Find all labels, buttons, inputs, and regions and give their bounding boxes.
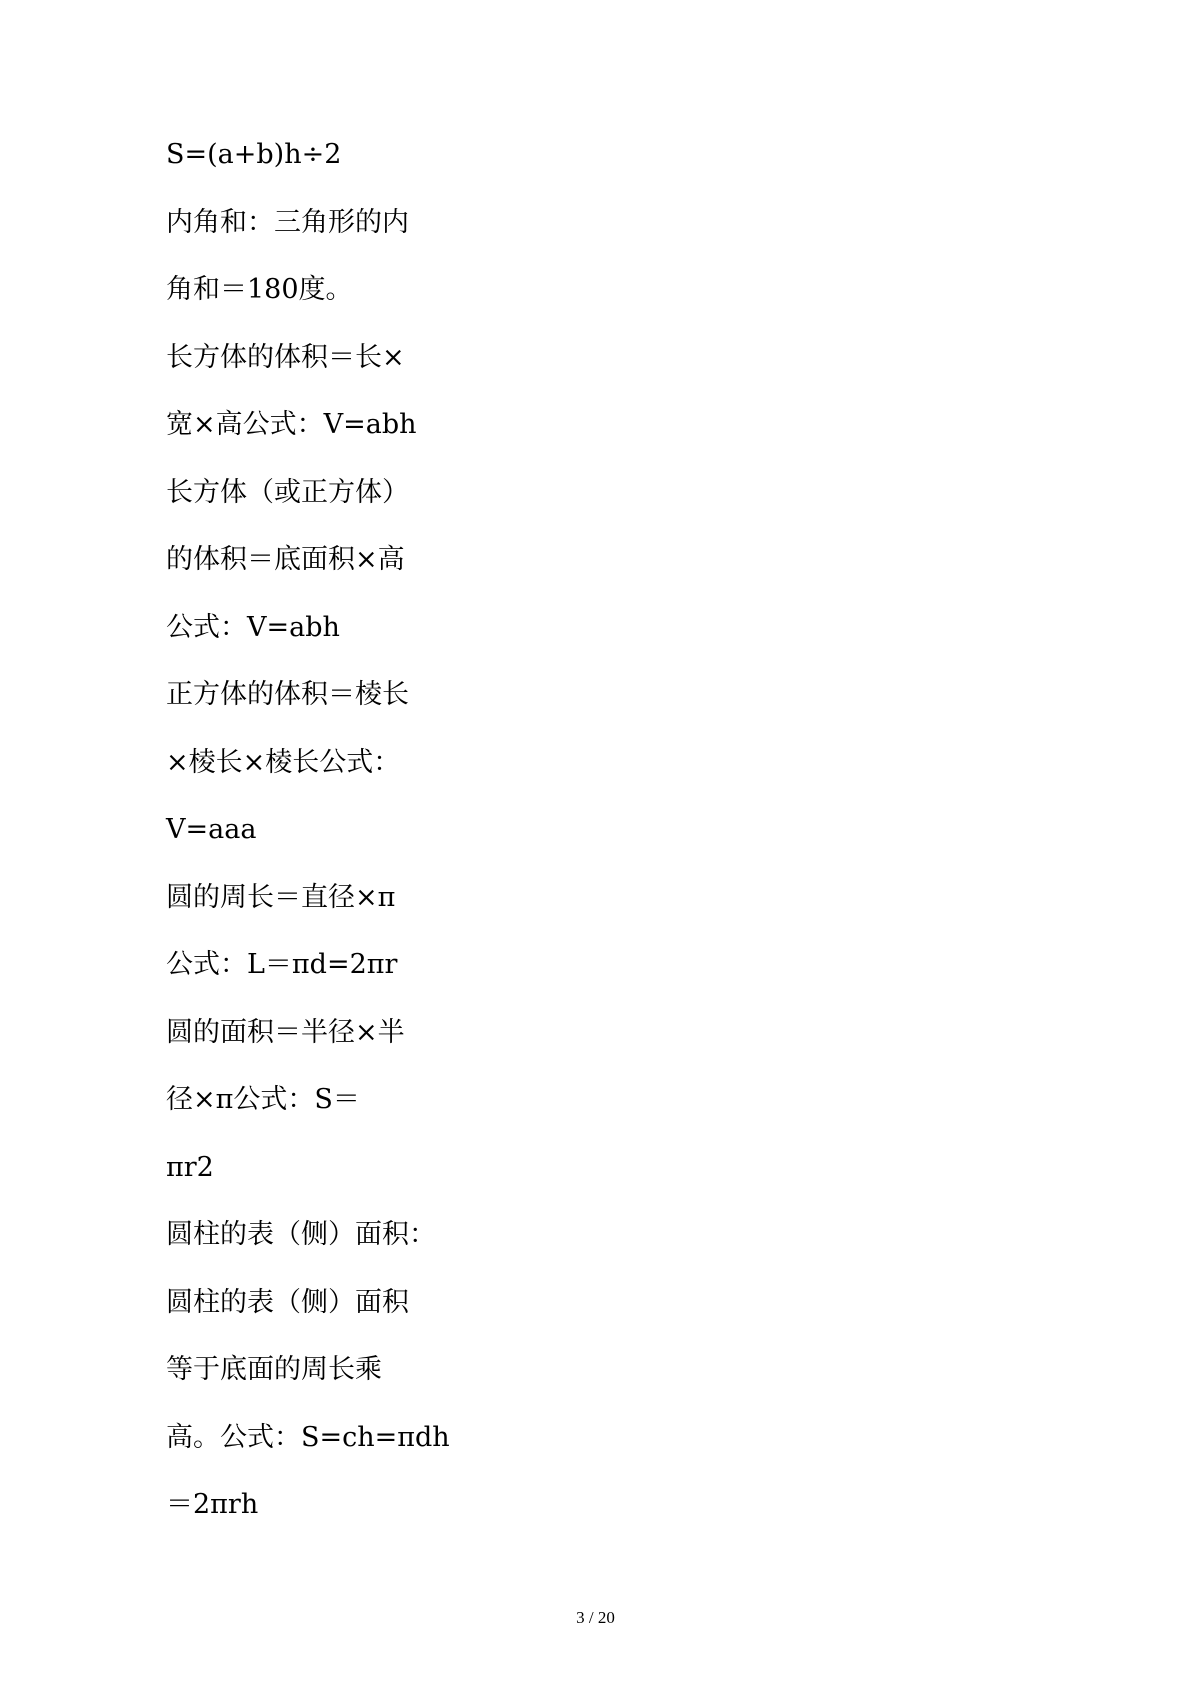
text-line: 内角和：三角形的内: [166, 206, 409, 238]
text-line: 公式：L＝πd=2πr: [166, 949, 398, 980]
text-line: 宽×高公式：V=abh: [166, 409, 417, 440]
text-line: ＝2πrh: [166, 1489, 259, 1520]
text-line: S=(a+b)h÷2: [166, 139, 342, 170]
text-line: 角和＝180度。: [166, 274, 353, 305]
text-line: 公式：V=abh: [166, 611, 340, 643]
text-line: 圆柱的表（侧）面积：: [166, 1219, 436, 1250]
text-line: 长方体的体积＝长×: [166, 341, 405, 373]
text-line: 正方体的体积＝棱长: [166, 679, 409, 710]
text-line: 圆柱的表（侧）面积: [166, 1286, 409, 1318]
text-line: 等于底面的周长乘: [166, 1354, 382, 1385]
text-line: 的体积＝底面积×高: [166, 544, 405, 575]
document-body: [166, 135, 866, 1553]
text-line: ×棱长×棱长公式：: [166, 746, 401, 778]
text-line: V=aaa: [166, 814, 257, 845]
text-line: 长方体（或正方体）: [166, 476, 409, 508]
text-line: 圆的周长＝直径×π: [166, 881, 396, 913]
text-line: πr2: [166, 1151, 214, 1183]
text-line: 径×π公式：S＝: [166, 1084, 360, 1115]
page-number: 3 / 20: [576, 1608, 615, 1627]
text-line: 高。公式：S=ch=πdh: [166, 1421, 450, 1453]
text-line: 圆的面积＝半径×半: [166, 1016, 405, 1048]
